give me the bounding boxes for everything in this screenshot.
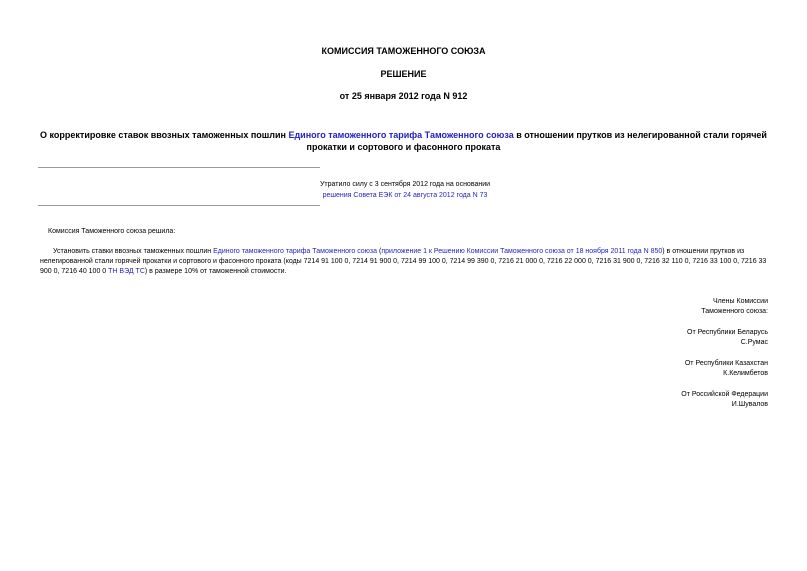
signatory-name: С.Румас — [740, 339, 768, 346]
unified-tariff-link[interactable]: Единого таможенного тарифа Таможенного союза — [288, 130, 514, 140]
subject-suffix: в отношении прутков из нелегированной стали горячей прокатки и сортового и фасонного проката — [306, 130, 767, 152]
tn-ved-link[interactable]: ТН ВЭД ТС — [108, 268, 145, 275]
annex-decision-link[interactable]: приложение 1 к Решению Комиссии Таможенного союза от 18 ноября 2011 года N 850 — [381, 248, 663, 255]
body-text-part: ) в размере 10% от таможенной стоимости. — [144, 268, 287, 275]
document-date: от 25 января 2012 года N 912 — [339, 91, 468, 101]
decision-body — [40, 247, 768, 277]
signature-block — [560, 297, 768, 421]
signatory-belarus — [560, 328, 768, 348]
members-heading — [560, 297, 768, 317]
body-text-part: Установить ставки ввозных таможенных пошлин — [53, 248, 214, 255]
signatory-name: К.Келимбетов — [723, 370, 768, 377]
status-note — [230, 179, 580, 201]
status-decision-link[interactable]: решения Совета ЕЭК от 24 августа 2012 года N 73 — [322, 192, 488, 199]
body-text-part: ( — [377, 248, 382, 255]
signatory-country: От Республики Казахстан — [684, 360, 768, 367]
subject-prefix: О корректировке ставок ввозных таможенных пошлин — [40, 130, 289, 140]
signatory-kazakhstan — [560, 359, 768, 379]
status-line: Утратило силу с 3 сентября 2012 года на основании — [319, 181, 491, 188]
status-divider-top — [38, 167, 320, 168]
signatory-country: От Российской Федерации — [681, 391, 768, 398]
decision-intro: Комиссия Таможенного союза решила: — [48, 228, 176, 235]
organization-title: КОМИССИЯ ТАМОЖЕННОГО СОЮЗА — [321, 46, 486, 56]
body-text-part: ) в отношении прутков из нелегированной стали горячей прокатки и сортового и фасонного проката (коды 7214 91 100 0, 7214 91 900 0, 7214 99 100 0, 7214 99 390 0, 7216 21 000 0, 7216 22 000 0, 7216 31 900 0, 7216 32 110 0, 7216 33 100 0, 7216 33 900 0, 7216 40 100 0 — [40, 248, 767, 275]
signatory-russia — [560, 390, 768, 410]
members-line: Члены Комиссии — [713, 298, 768, 305]
signatory-country: От Республики Беларусь — [687, 329, 768, 336]
tariff-link[interactable]: Единого таможенного тарифа Таможенного союза — [213, 248, 378, 255]
members-line: Таможенного союза: — [701, 308, 768, 315]
document-type: РЕШЕНИЕ — [380, 69, 427, 79]
document-subject — [40, 129, 767, 153]
status-divider-bottom — [38, 205, 320, 206]
signatory-name: И.Шувалов — [731, 401, 768, 408]
